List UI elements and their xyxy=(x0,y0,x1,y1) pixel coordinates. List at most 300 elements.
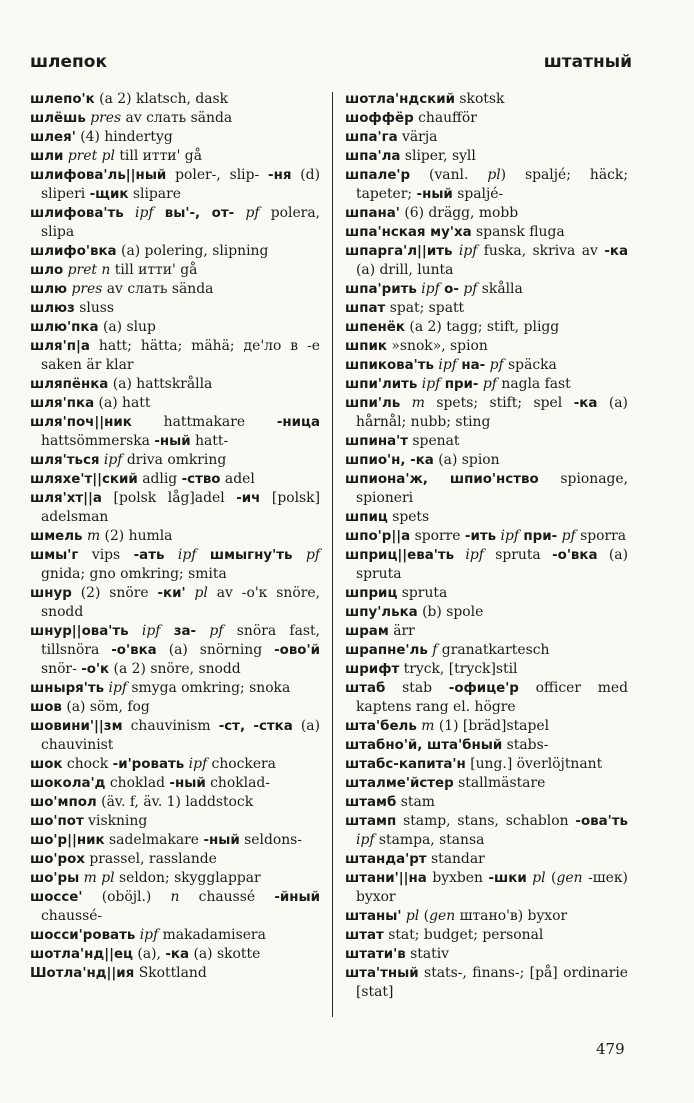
entry-text: viskning xyxy=(83,813,148,829)
entry-grammar-label: pf xyxy=(489,357,504,373)
entry-derivative: -ить xyxy=(464,529,497,544)
entry-headword: штамб xyxy=(345,795,397,810)
entry-grammar-label: ipf xyxy=(438,357,457,373)
entry-derivative: при- xyxy=(444,377,479,392)
entry-headword: шта'бель xyxy=(345,719,417,734)
entry-headword: шпина'т xyxy=(345,434,409,449)
entry-derivative: -ный xyxy=(416,187,453,202)
entry-headword: штаны' xyxy=(345,909,402,924)
entry-text xyxy=(454,547,465,563)
entry-derivative: -ный xyxy=(169,776,206,791)
entry-text: adlig xyxy=(137,471,182,487)
entry-headword: шотла'ндский xyxy=(345,92,455,107)
dictionary-entry xyxy=(30,166,320,204)
dictionary-entry xyxy=(30,375,320,394)
entry-text: spenat xyxy=(408,433,460,449)
entry-derivative: -о'к xyxy=(81,662,110,677)
entry-text: spruta xyxy=(483,547,553,563)
dictionary-entry xyxy=(345,812,628,850)
entry-text: chaufför xyxy=(413,110,477,126)
entry-derivative: шмыгну'ть xyxy=(209,548,293,563)
dictionary-entry xyxy=(345,375,628,394)
dictionary-entry xyxy=(30,299,320,318)
entry-text: ( xyxy=(419,908,430,924)
header-left-word: шлепок xyxy=(30,52,107,72)
dictionary-entry xyxy=(30,147,320,166)
entry-text: standar xyxy=(426,851,485,867)
dictionary-entry xyxy=(345,223,628,242)
entry-text: polera, slipa xyxy=(41,205,321,240)
entry-text: späcka xyxy=(503,357,557,373)
entry-text: vips xyxy=(78,547,134,563)
dictionary-entry xyxy=(30,261,320,280)
entry-grammar-label: ipf xyxy=(188,756,208,772)
entry-text: poler-, slip- xyxy=(166,167,269,183)
dictionary-entry xyxy=(30,318,320,337)
entry-headword: шо'пот xyxy=(30,814,84,829)
dictionary-entry xyxy=(345,432,628,451)
entry-grammar-label: pret pl xyxy=(67,148,115,164)
entry-text: sluss xyxy=(74,300,115,316)
dictionary-entry xyxy=(345,869,628,907)
entry-text: (oböjl.) xyxy=(82,889,171,905)
entry-grammar-label: pl xyxy=(532,870,546,886)
dictionary-entry xyxy=(345,470,628,508)
entry-text: chauvinism xyxy=(122,718,219,734)
dictionary-entry xyxy=(345,356,628,375)
dictionary-entry xyxy=(345,508,628,527)
entry-text: (a) polering, slipning xyxy=(116,243,269,259)
entry-headword: шо'рох xyxy=(30,852,85,867)
entry-text: (a) snörning xyxy=(156,642,275,658)
entry-text: stabs- xyxy=(502,737,549,753)
entry-text: (a) hårnål; nubb; sting xyxy=(356,395,628,430)
dictionary-entry xyxy=(345,337,628,356)
entry-grammar-label: gen xyxy=(429,908,456,924)
dictionary-entry xyxy=(345,793,628,812)
entry-grammar-label: ipf xyxy=(356,832,375,848)
dictionary-entry xyxy=(30,394,320,413)
entry-text: ( xyxy=(545,870,557,886)
dictionary-entry xyxy=(30,451,320,470)
entry-headword: шпо'р||а xyxy=(345,529,411,544)
entry-text: (6) drägg, mobb xyxy=(399,205,519,221)
entry-headword: шлюз xyxy=(30,301,75,316)
entry-derivative: -ный xyxy=(154,434,191,449)
entry-headword: штабно'й, шта'бный xyxy=(345,738,503,753)
entry-derivative: -ство xyxy=(181,472,221,487)
entry-headword: шля'пка xyxy=(30,396,95,411)
entry-text: slipare xyxy=(128,186,181,202)
entry-text xyxy=(129,623,142,639)
dictionary-entry xyxy=(345,90,628,109)
entry-text: (a 2) tagg; stift, pligg xyxy=(404,319,560,335)
dictionary-entry xyxy=(345,584,628,603)
entry-text: snöra fast, tillsnöra xyxy=(41,623,320,658)
entry-headword: шля'хт||а xyxy=(30,491,102,506)
entry-grammar-label: pf xyxy=(305,547,320,563)
dictionary-entry xyxy=(345,964,628,1002)
page-number: 479 xyxy=(596,1040,625,1058)
entry-grammar-label: ipf xyxy=(421,376,441,392)
entry-text: skotsk xyxy=(454,91,505,107)
entry-text: spionage, spioneri xyxy=(356,471,629,506)
entry-grammar-label: m xyxy=(411,395,425,411)
entry-text: hattsömmerska xyxy=(41,433,155,449)
entry-derivative: -ова'ть xyxy=(575,814,628,829)
entry-text: (äv. f, äv. 1) laddstock xyxy=(96,794,254,810)
entry-headword: шпат xyxy=(345,301,386,316)
dictionary-entry xyxy=(30,698,320,717)
entry-text xyxy=(234,205,245,221)
entry-text: ärr xyxy=(388,623,415,639)
dictionary-entry xyxy=(345,717,628,736)
dictionary-entry xyxy=(345,679,628,717)
entry-headword: штамп xyxy=(345,814,397,829)
dictionary-entry xyxy=(30,774,320,793)
entry-text: stats-, finans-; [på] ordinarie [stat] xyxy=(356,965,628,1000)
dictionary-entry xyxy=(345,850,628,869)
dictionary-entry xyxy=(345,622,628,641)
entry-text: hattmakare xyxy=(131,414,277,430)
entry-text: (4) hindertyg xyxy=(75,129,173,145)
entry-text: driva omkring xyxy=(122,452,227,468)
entry-headword: шпа'нская му'ха xyxy=(345,225,472,240)
entry-derivative: -ово'й xyxy=(274,643,320,658)
entry-headword: шныря'ть xyxy=(30,681,105,696)
entry-grammar-label: m xyxy=(421,718,435,734)
dictionary-entry xyxy=(30,413,320,451)
entry-headword: шок xyxy=(30,757,63,772)
entry-text: chockera xyxy=(207,756,276,772)
entry-text: adel xyxy=(220,471,255,487)
entry-headword: штати'в xyxy=(345,947,406,962)
entry-headword: шнур||ова'ть xyxy=(30,624,129,639)
entry-headword: шпенёк xyxy=(345,320,405,335)
entry-text: (a) hatt xyxy=(94,395,151,411)
entry-headword: шлю'пка xyxy=(30,320,99,335)
dictionary-entry xyxy=(345,945,628,964)
dictionary-entry xyxy=(345,128,628,147)
entry-derivative: -ный xyxy=(203,833,240,848)
entry-text: Skottland xyxy=(134,965,207,981)
entry-headword: шпикова'ть xyxy=(345,358,434,373)
dictionary-entry xyxy=(30,337,320,375)
entry-headword: шоссе' xyxy=(30,890,83,905)
entry-grammar-label: f xyxy=(432,642,438,658)
entry-text xyxy=(164,547,177,563)
entry-grammar-label: ipf xyxy=(108,680,127,696)
entry-grammar-label: m xyxy=(86,528,101,544)
entry-text xyxy=(186,585,195,601)
entry-text: av слать sända xyxy=(121,110,233,126)
entry-text: spat; spatt xyxy=(385,300,465,316)
entry-headword: шпа'рить xyxy=(345,282,417,297)
dictionary-entry xyxy=(30,755,320,774)
entry-headword: шмы'г xyxy=(30,548,79,563)
entry-headword: шо'мпол xyxy=(30,795,97,810)
entry-text: chaussé xyxy=(179,889,275,905)
entry-headword: шпа'ла xyxy=(345,149,401,164)
entry-text: hatt- xyxy=(190,433,229,449)
entry-text: värja xyxy=(397,129,438,145)
entry-grammar-label: pf xyxy=(482,376,497,392)
entry-derivative: -йный xyxy=(274,890,320,905)
entry-derivative: -ница xyxy=(276,415,320,430)
left-column xyxy=(30,90,320,983)
entry-derivative: -ич xyxy=(236,491,261,506)
entry-text: (a 2) klatsch, dask xyxy=(94,91,229,107)
entry-text: (b) spole xyxy=(417,604,484,620)
entry-derivative: за- xyxy=(173,624,197,639)
entry-text: officer med kaptens rang el. högre xyxy=(356,680,628,715)
entry-headword: шпа'га xyxy=(345,130,398,145)
entry-headword: шлю xyxy=(30,282,68,297)
entry-text: (d) sliperi xyxy=(41,167,320,202)
entry-headword: шприц||ева'ть xyxy=(345,548,455,563)
entry-headword: шмель xyxy=(30,529,83,544)
dictionary-entry xyxy=(345,204,628,223)
dictionary-entry xyxy=(30,280,320,299)
dictionary-entry xyxy=(30,622,320,679)
entry-headword: шосси'ровать xyxy=(30,928,136,943)
entry-headword: штат xyxy=(345,928,384,943)
dictionary-entry xyxy=(30,945,320,964)
entry-derivative: вы'-, от- xyxy=(164,206,235,221)
entry-text: ) spaljé; häck; tapeter; xyxy=(356,167,628,202)
dictionary-entry xyxy=(30,128,320,147)
dictionary-entry xyxy=(30,831,320,850)
entry-grammar-label: ipf xyxy=(139,927,159,943)
entry-grammar-label: pl xyxy=(487,167,501,183)
entry-grammar-label: pf xyxy=(463,281,478,297)
dictionary-entry xyxy=(30,527,320,546)
dictionary-entry xyxy=(345,318,628,337)
entry-text: stab xyxy=(385,680,449,696)
entry-headword: шпик xyxy=(345,339,387,354)
entry-text: chaussé- xyxy=(41,908,103,924)
entry-headword: штаб xyxy=(345,681,386,696)
entry-text: chock xyxy=(62,756,113,772)
running-header xyxy=(30,52,632,76)
dictionary-entry xyxy=(345,280,628,299)
dictionary-entry xyxy=(30,109,320,128)
dictionary-entry xyxy=(30,242,320,261)
entry-text: stallmästare xyxy=(453,775,546,791)
entry-derivative: -ня xyxy=(268,168,292,183)
entry-text: штано'в) byxor xyxy=(455,908,568,924)
entry-headword: шлифо'вка xyxy=(30,244,117,259)
dictionary-entry xyxy=(345,242,628,280)
entry-headword: шта'тный xyxy=(345,966,419,981)
entry-headword: шля'поч||ник xyxy=(30,415,132,430)
entry-headword: шов xyxy=(30,700,62,715)
entry-text: sliper, syll xyxy=(400,148,476,164)
entry-grammar-label: pl xyxy=(405,908,420,924)
entry-headword: шотла'нд||ец xyxy=(30,947,133,962)
entry-grammar-label: pres xyxy=(71,281,103,297)
entry-text: spansk fluga xyxy=(471,224,565,240)
dictionary-entry xyxy=(30,679,320,698)
entry-derivative: -шки xyxy=(488,871,527,886)
dictionary-entry xyxy=(345,451,628,470)
entry-text xyxy=(196,547,209,563)
dictionary-entry xyxy=(30,850,320,869)
entry-text: [ung.] överlöjtnant xyxy=(465,756,603,772)
dictionary-entry xyxy=(345,109,628,128)
header-right-word: штатный xyxy=(543,52,632,72)
entry-grammar-label: gen xyxy=(556,870,583,886)
entry-text xyxy=(154,205,165,221)
entry-text: sadelmakare xyxy=(104,832,204,848)
right-column xyxy=(345,90,628,1002)
entry-text: (a) spion xyxy=(433,452,500,468)
entry-headword: шлепо'к xyxy=(30,92,95,107)
entry-text: (2) humla xyxy=(100,528,173,544)
entry-derivative: -ст, -стка xyxy=(218,719,293,734)
entry-text: seldon; skygglappar xyxy=(114,870,261,886)
entry-text: stampa, stansa xyxy=(374,832,485,848)
dictionary-entry xyxy=(345,755,628,774)
entry-text xyxy=(292,547,305,563)
entry-grammar-label: ipf xyxy=(421,281,440,297)
entry-headword: шпиона'ж, шпио'нство xyxy=(345,472,539,487)
entry-text xyxy=(160,623,173,639)
dictionary-entry xyxy=(345,299,628,318)
dictionary-entry xyxy=(345,774,628,793)
entry-headword: штани'||на xyxy=(345,871,427,886)
entry-headword: шо'р||ник xyxy=(30,833,105,848)
entry-headword: шлея' xyxy=(30,130,76,145)
entry-text: stamp, stans, schablon xyxy=(396,813,576,829)
entry-headword: шрам xyxy=(345,624,389,639)
dictionary-entry xyxy=(345,166,628,204)
entry-text: (a) slup xyxy=(98,319,156,335)
entry-headword: шо'ры xyxy=(30,871,80,886)
entry-text: -шек) byxor xyxy=(356,870,628,905)
dictionary-entry xyxy=(30,964,320,983)
entry-text: (1) [bräd]stapel xyxy=(434,718,550,734)
entry-grammar-label: m pl xyxy=(83,870,115,886)
entry-headword: шлифова'ль||ный xyxy=(30,168,167,183)
entry-grammar-label: ipf xyxy=(465,547,484,563)
entry-text: stam xyxy=(396,794,435,810)
dictionary-entry xyxy=(30,717,320,755)
entry-grammar-label: ipf xyxy=(177,547,197,563)
entry-text: (a) drill, lunta xyxy=(356,262,454,278)
entry-headword: Шотла'нд||ия xyxy=(30,966,135,981)
dictionary-entry xyxy=(30,888,320,926)
dictionary-entry xyxy=(30,470,320,489)
entry-derivative: -ка xyxy=(165,947,190,962)
entry-text: (a), xyxy=(132,946,166,962)
entry-derivative: о- xyxy=(444,282,459,297)
entry-text: tryck, [tryck]stil xyxy=(399,661,518,677)
entry-grammar-label: pl xyxy=(194,585,208,601)
entry-headword: шрифт xyxy=(345,662,400,677)
entry-text: granatkartesch xyxy=(437,642,550,658)
dictionary-entry xyxy=(345,660,628,679)
entry-text: makadamisera xyxy=(158,927,266,943)
entry-headword: шля'п|а xyxy=(30,339,90,354)
entry-headword: шляхе'т||ский xyxy=(30,472,138,487)
dictionary-entry xyxy=(345,147,628,166)
entry-text: av слать sända xyxy=(102,281,214,297)
dictionary-entry xyxy=(345,736,628,755)
entry-text: spets xyxy=(387,509,430,525)
entry-text: skålla xyxy=(477,281,523,297)
entry-text: (a) chauvinist xyxy=(41,718,320,753)
entry-text: stativ xyxy=(405,946,450,962)
entry-grammar-label: pf xyxy=(245,205,260,221)
entry-text: till итти' gå xyxy=(114,148,202,164)
entry-grammar-label: ipf xyxy=(141,623,161,639)
entry-text: (a) söm, fog xyxy=(61,699,150,715)
entry-derivative: -ка xyxy=(604,244,628,259)
entry-text: seldons- xyxy=(239,832,302,848)
entry-derivative: при- xyxy=(523,529,558,544)
entry-headword: шпи'ль xyxy=(345,396,401,411)
entry-derivative: на- xyxy=(461,358,486,373)
dictionary-entry xyxy=(30,90,320,109)
entry-derivative: -о'вка xyxy=(552,548,598,563)
entry-text: byxben xyxy=(426,870,489,886)
dictionary-entry xyxy=(345,603,628,622)
entry-headword: шрапне'ль xyxy=(345,643,428,658)
dictionary-entry xyxy=(345,907,628,926)
entry-headword: шпи'лить xyxy=(345,377,418,392)
entry-grammar-label: ipf xyxy=(458,243,478,259)
entry-headword: шпана' xyxy=(345,206,400,221)
entry-text: »snok», spion xyxy=(386,338,488,354)
entry-text: choklad- xyxy=(205,775,270,791)
entry-text: prassel, rasslande xyxy=(84,851,217,867)
entry-headword: шокола'д xyxy=(30,776,106,791)
entry-text: sporra xyxy=(575,528,627,544)
entry-text: choklad xyxy=(105,775,170,791)
dictionary-entry xyxy=(345,641,628,660)
entry-text xyxy=(124,205,135,221)
entry-headword: шля'ться xyxy=(30,453,100,468)
entry-derivative: -ать xyxy=(133,548,165,563)
entry-text: (a) skotte xyxy=(189,946,261,962)
entry-grammar-label: pf xyxy=(561,528,576,544)
dictionary-entry xyxy=(30,546,320,584)
dictionary-entry xyxy=(345,546,628,584)
entry-grammar-label: pf xyxy=(209,623,224,639)
entry-headword: шлифова'ть xyxy=(30,206,124,221)
entry-headword: штанда'рт xyxy=(345,852,427,867)
entry-headword: шло xyxy=(30,263,64,278)
entry-text: till итти' gå xyxy=(110,262,198,278)
entry-headword: шовини'||зм xyxy=(30,719,123,734)
entry-text: spets; stift; spel xyxy=(424,395,574,411)
entry-headword: шляпёнка xyxy=(30,377,109,392)
dictionary-entry xyxy=(30,926,320,945)
entry-headword: штабс-капита'н xyxy=(345,757,466,772)
entry-text: sporre xyxy=(410,528,465,544)
column-divider xyxy=(332,92,333,1017)
entry-headword: шли xyxy=(30,149,64,164)
dictionary-entry xyxy=(30,812,320,831)
entry-headword: шталме'йстер xyxy=(345,776,454,791)
dictionary-entry xyxy=(30,793,320,812)
entry-grammar-label: pres xyxy=(90,110,122,126)
entry-text: av -о'к snöre, snodd xyxy=(41,585,320,620)
entry-headword: шпале'р xyxy=(345,168,411,183)
entry-headword: шпарга'л||ить xyxy=(345,244,453,259)
entry-headword: шпио'н, -ка xyxy=(345,453,434,468)
